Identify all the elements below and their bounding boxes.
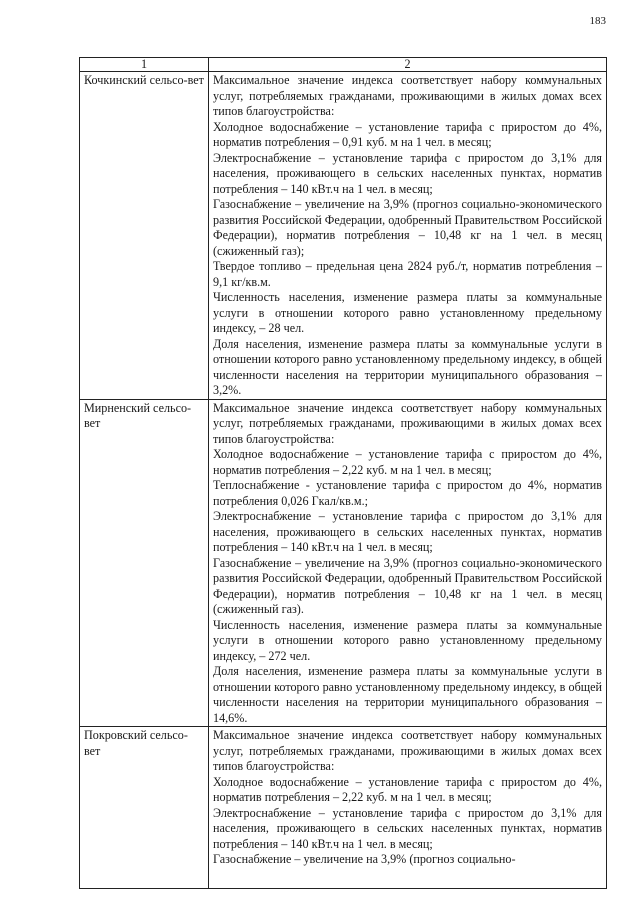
table-row-mirnensky — [80, 399, 607, 727]
description-paragraph: Численность населения, изменение размера платы за коммунальные услуги в отношении которого равно установленному предельному индексу, – 272 чел. — [213, 617, 602, 663]
municipality-name: Покровский сельсо-вет — [80, 727, 209, 889]
municipality-description — [209, 727, 607, 889]
description-paragraph: Доля населения, изменение размера платы за коммунальные услуги в отношении которого равно установленному предельному индексу, в общей численности населения на территории муниципального образования – 3,2%. — [213, 336, 602, 397]
description-paragraph: Холодное водоснабжение – установление тарифа с приростом до 4%, норматив потребления – 2,22 куб. м на 1 чел. в месяц; — [213, 774, 602, 804]
description-paragraph: Теплоснабжение - установление тарифа с приростом до 4%, норматив потребления 0,026 Гкал/кв.м.; — [213, 478, 602, 508]
description-paragraph: Электроснабжение – установление тарифа с приростом до 3,1% для населения, проживающего в сельских населенных пунктах, норматив потребления – 140 кВт.ч на 1 чел. в месяц; — [213, 509, 602, 554]
description-paragraph: Максимальное значение индекса соответствует набору коммунальных услуг, потребляемых гражданами, проживающими в жилых домах всех типов благоустройства: — [213, 400, 602, 446]
description-paragraph: Электроснабжение – установление тарифа с приростом до 3,1% для населения, проживающего в сельских населенных пунктах, норматив потребления – 140 кВт.ч на 1 чел. в месяц; — [213, 805, 602, 851]
description-paragraph: Газоснабжение – увеличение на 3,9% (прогноз социально- — [213, 852, 516, 866]
document-table — [79, 57, 607, 889]
description-paragraph: Газоснабжение – увеличение на 3,9% (прогноз социально-экономического развития Российской Федерации, одобренный Правительством Российской Федерации), норматив потребления – 10,48 кг на 1 чел. в месяц (сжиженный газ). — [213, 555, 602, 616]
description-paragraph: Максимальное значение индекса соответствует набору коммунальных услуг, потребляемых гражданами, проживающими в жилых домах всех типов благоустройства: — [213, 73, 602, 118]
table-header — [80, 58, 607, 72]
description-paragraph: Газоснабжение – увеличение на 3,9% (прогноз социально-экономического развития Российской Федерации, одобренный Правительством Российской Федерации), норматив потребления – 10,48 кг на 1 чел. в месяц (сжиженный газ); — [213, 197, 602, 258]
municipality-description — [209, 72, 607, 400]
page-number: 183 — [589, 15, 606, 27]
table-row-kochkinsky — [80, 72, 607, 400]
description-paragraph: Максимальное значение индекса соответствует набору коммунальных услуг, потребляемых гражданами, проживающими в жилых домах всех типов благоустройства: — [213, 728, 602, 773]
description-paragraph: Электроснабжение – установление тарифа с приростом до 3,1% для населения, проживающего в сельских населенных пунктах, норматив потребления – 140 кВт.ч на 1 чел. в месяц; — [213, 150, 602, 196]
municipality-name: Мирненский сельсо-вет — [80, 399, 209, 727]
description-paragraph: Холодное водоснабжение – установление тарифа с приростом до 4%, норматив потребления – 2,22 куб. м на 1 чел. в месяц; — [213, 447, 602, 477]
municipality-name: Кочкинский сельсо-вет — [80, 72, 209, 400]
header-row — [80, 58, 607, 72]
municipality-description — [209, 399, 607, 727]
header-col-1: 1 — [80, 58, 209, 72]
header-col-2: 2 — [209, 58, 607, 72]
description-paragraph: Численность населения, изменение размера платы за коммунальные услуги в отношении которого равно установленному предельному индексу, – 28 чел. — [213, 290, 602, 335]
table-row-pokrovsky — [80, 727, 607, 889]
description-paragraph: Холодное водоснабжение – установление тарифа с приростом до 4%, норматив потребления – 0,91 куб. м на 1 чел. в месяц; — [213, 119, 602, 149]
description-paragraph: Твердое топливо – предельная цена 2824 руб./т, норматив потребления – 9,1 кг/кв.м. — [213, 259, 602, 289]
description-clip — [213, 728, 602, 884]
description-paragraph: Доля населения, изменение размера платы за коммунальные услуги в отношении которого равно установленному предельному индексу, в общей численности населения на территории муниципального образования – 14,6%. — [213, 664, 602, 725]
